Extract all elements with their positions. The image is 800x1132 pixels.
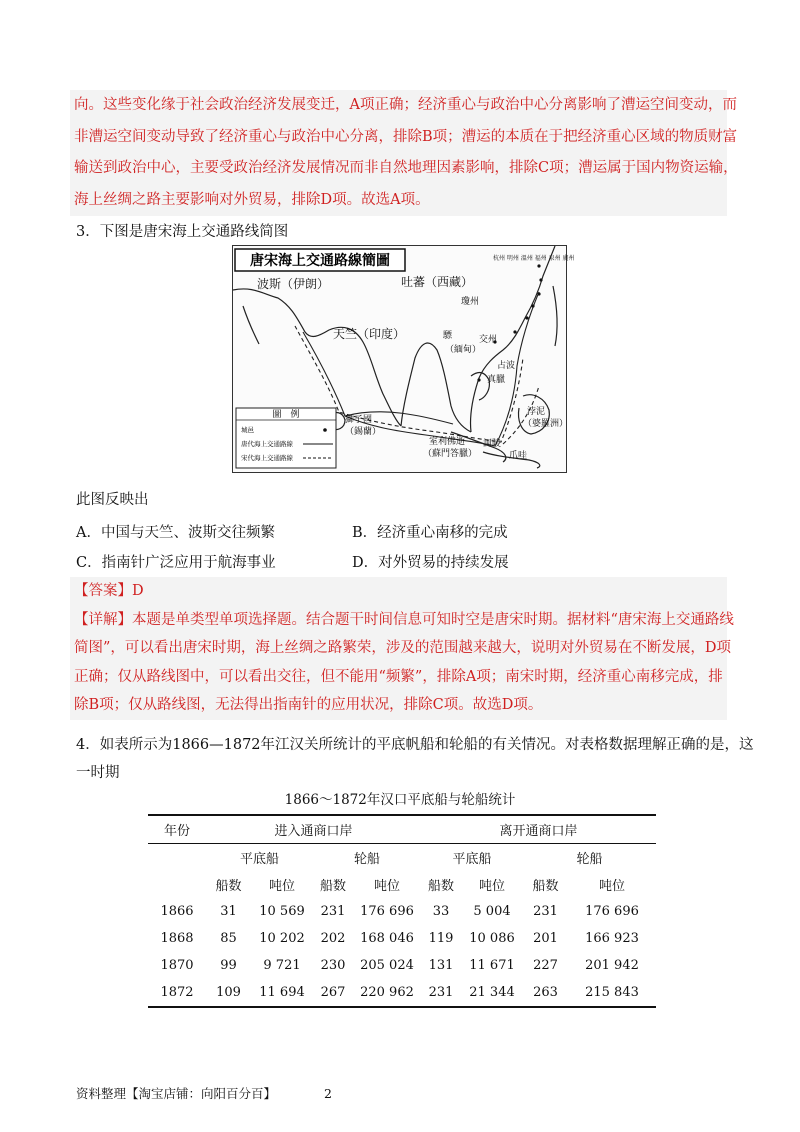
- option-d[interactable]: D．对外贸易的持续发展: [352, 555, 509, 571]
- label-hainan: 瓊州: [461, 297, 480, 307]
- cell: 201 942: [585, 958, 639, 973]
- label-srivijaya: 室利佛逝: [429, 437, 466, 447]
- table-title: 1866～1872年汉口平底船与轮船统计: [284, 792, 516, 808]
- header-tonnage: 吨位: [373, 879, 400, 894]
- question-3-stem: 3．下图是唐宋海上交通路线简图: [76, 224, 289, 240]
- header-tonnage: 吨位: [598, 879, 625, 894]
- header-entering: 进入通商口岸: [274, 824, 353, 839]
- label-java: 爪哇: [509, 451, 528, 461]
- header-count: 船数: [427, 879, 454, 894]
- cell: 33: [432, 904, 450, 919]
- legend-song-route: 宋代海上交通路線: [241, 454, 293, 462]
- table-row: [148, 979, 656, 1007]
- cell: 99: [220, 958, 237, 973]
- cell: 220 962: [360, 985, 414, 1000]
- header-steam-out: 轮船: [576, 852, 603, 867]
- cell: 176 696: [360, 904, 414, 919]
- explanation-line: 简图”，可以看出唐宋时期，海上丝绸之路繁荣，涉及的范围越来越大，说明对外贸易在不断发展，D项: [74, 640, 732, 656]
- cell: 263: [533, 985, 558, 1000]
- cell: 231: [533, 904, 558, 919]
- label-champa: 占波: [497, 361, 516, 371]
- cell: 205 024: [360, 958, 414, 973]
- question-4-stem-cont: 一时期: [76, 765, 120, 781]
- explanation-line: 输送到政治中心，主要受政治经济发展情况而非自然地理因素影响，排除C项；漕运属于国内物资运输，: [74, 160, 738, 176]
- label-zhenla: 真臘: [487, 375, 506, 385]
- explanation-line: 【详解】本题是单类型单项选择题。结合题干时间信息可知时空是唐宋时期。据材料“唐宋海上交通路线: [74, 611, 734, 628]
- cell-year: 1866: [160, 904, 194, 919]
- hankou-ship-table: [148, 814, 656, 1008]
- cell: 10 569: [259, 904, 305, 919]
- header-flat-in: 平底船: [239, 852, 279, 867]
- header-leaving: 离开通商口岸: [499, 824, 578, 839]
- footer-source: 资料整理【淘宝店铺：向阳百分百】: [76, 1086, 277, 1101]
- tang-song-sea-route-map: [232, 245, 575, 473]
- map-legend: [236, 408, 336, 468]
- cell: 168 046: [360, 931, 414, 946]
- table-row: [148, 925, 656, 952]
- cell: 131: [428, 958, 454, 973]
- cell: 201: [533, 931, 558, 946]
- cell: 227: [533, 958, 558, 973]
- cell: 267: [320, 985, 346, 1000]
- table-row: [148, 898, 656, 925]
- answer-label: 【答案】D: [74, 583, 144, 599]
- legend-tang-route: 唐代海上交通路線: [241, 440, 293, 448]
- cell-year: 1868: [160, 931, 194, 946]
- label-srilanka-sub: （錫蘭）: [345, 427, 382, 437]
- cell: 166 923: [585, 931, 639, 946]
- cell: 11 671: [469, 958, 515, 973]
- option-b[interactable]: B．经济重心南移的完成: [352, 525, 508, 541]
- cell: 109: [216, 985, 241, 1000]
- explanation-line: 非漕运空间变动导致了经济重心与政治中心分离，排除B项；漕运的本质在于把经济重心区域的物质财富: [74, 128, 738, 145]
- header-count: 船数: [532, 879, 559, 894]
- header-tonnage: 吨位: [268, 879, 295, 894]
- explanation-line: 向。这些变化缘于社会政治经济发展变迁，A项正确；经济重心与政治中心分离影响了漕运空间变动，而: [74, 97, 737, 113]
- cell: 215 843: [585, 985, 639, 1000]
- header-flat-out: 平底船: [452, 852, 492, 867]
- header-count: 船数: [215, 879, 242, 894]
- question-3-prompt: 此图反映出: [76, 492, 149, 508]
- option-c[interactable]: C．指南针广泛应用于航海事业: [76, 555, 276, 571]
- label-burma-sub: （緬甸）: [445, 345, 482, 355]
- cell: 21 344: [469, 985, 515, 1000]
- previous-explanation: [70, 90, 738, 216]
- header-year: 年份: [163, 824, 190, 839]
- cell: 10 202: [259, 931, 305, 946]
- table-row: [148, 952, 656, 979]
- explanation-line: 除B项；仅从路线图，无法得出指南针的应用状况，排除C项。故选D项。: [74, 697, 543, 713]
- option-a[interactable]: A．中国与天竺、波斯交往频繁: [76, 525, 275, 541]
- map-title: 唐宋海上交通路線簡圖: [250, 253, 390, 269]
- answer-explanation: [70, 577, 734, 720]
- cell: 176 696: [585, 904, 639, 919]
- label-boni-sub: （婆羅洲）: [523, 419, 569, 429]
- cell: 85: [220, 931, 237, 946]
- label-boni: 浡泥: [527, 407, 546, 417]
- label-srilanka: 獅子國: [345, 415, 373, 425]
- page-footer: [76, 1084, 332, 1102]
- label-burma: 驃: [443, 331, 453, 341]
- question-4-stem: 4．如表所示为1866—1872年江汉关所统计的平底帆船和轮船的有关情况。对表格数据理解正确的是，这: [76, 737, 754, 753]
- cell: 202: [320, 931, 346, 946]
- cell: 31: [220, 904, 237, 919]
- cell: 119: [428, 931, 454, 946]
- header-count: 船数: [319, 879, 346, 894]
- label-jiaozhou: 交州: [479, 335, 498, 345]
- cell-year: 1870: [160, 958, 194, 973]
- label-persia: 波斯（伊朗）: [257, 277, 330, 291]
- legend-city: 城邑: [241, 426, 254, 434]
- cell: 231: [320, 904, 346, 919]
- explanation-line: 海上丝绸之路主要影响对外贸易，排除D项。故选A项。: [74, 191, 430, 208]
- cell: 231: [428, 985, 454, 1000]
- header-steam-in: 轮船: [353, 852, 380, 867]
- label-srivijaya-sub: （蘇門答臘）: [423, 449, 478, 459]
- cell: 11 694: [259, 985, 305, 1000]
- legend-title: 圖 例: [272, 410, 300, 420]
- cell: 9 721: [263, 958, 301, 973]
- cell: 10 086: [469, 931, 515, 946]
- cell: 5 004: [473, 904, 511, 919]
- cell: 230: [320, 958, 346, 973]
- label-india: 天竺（印度）: [333, 327, 406, 341]
- header-tonnage: 吨位: [478, 879, 505, 894]
- explanation-line: 正确；仅从路线图中，可以看出交往，但不能用“频繁”，排除A项；南宋时期，经济重心南移完成，排: [74, 668, 723, 685]
- cell-year: 1872: [160, 985, 194, 1000]
- label-jiege: 訶陵: [483, 439, 502, 449]
- label-south-cities: 杭州 明州 溫州 福州 泉州 廣州: [493, 255, 575, 262]
- label-tibet: 吐蕃（西藏）: [401, 275, 474, 289]
- page-number: 2: [323, 1086, 332, 1101]
